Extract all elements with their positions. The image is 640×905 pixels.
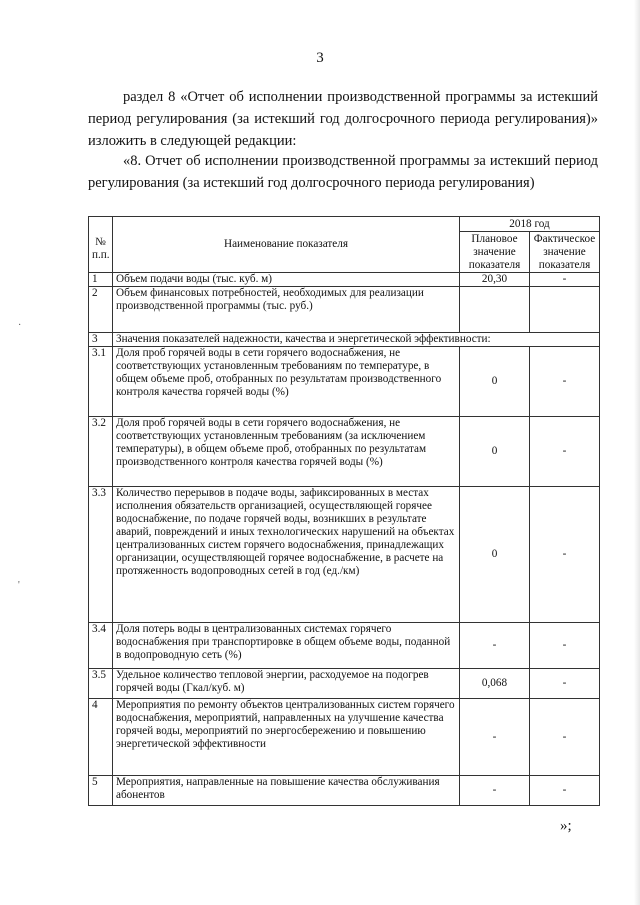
intro-paragraph: раздел 8 «Отчет об исполнении производственной программы за истекший период регулирования (за истекший год долгосрочного периода регулирования)» изложить в следующей редакции: [88,89,598,149]
row-fact-value: - [529,776,599,806]
production-program-report-table [88,216,600,806]
header-year: 2018 год [459,217,599,232]
row-indicator-name: Мероприятия, направленные на повышение качества обслуживания абонентов [113,776,460,806]
row-plan-value: 0,068 [459,669,529,699]
row-indicator-name: Количество перерывов в подаче воды, зафиксированных в местах исполнения обязательств организацией, осуществляющей горячее водоснабжение, по подаче горячей воды, возникших в результате аварий, повреждений и иных технологических нарушений на объектах централизованных систем горячего водоснабжения, принадлежащих организации, осуществляющей горячее водоснабжение, в расчете на протяженность водопроводных сетей в год (ед./км) [113,487,460,623]
row-fact-value: - [529,347,599,417]
row-number: 4 [89,699,113,776]
row-indicator-name: Удельное количество тепловой энергии, расходуемое на подогрев горячей воды (Гкал/куб. м) [113,669,460,699]
row-fact-value: - [529,273,599,287]
row-fact-value: - [529,623,599,669]
table-row [89,417,600,487]
closing-quote: »; [560,818,572,834]
header-fact: Фактическое значение показателя [529,232,599,273]
table-row [89,287,600,333]
row-indicator-name: Объем финансовых потребностей, необходимых для реализации производственной программы (тыс. руб.) [113,287,460,333]
header-plan: Плановое значение показателя [459,232,529,273]
row-indicator-name: Значения показателей надежности, качества и энергетической эффективности: [113,333,600,347]
row-number: 2 [89,287,113,333]
table-row [89,273,600,287]
row-number: 3.4 [89,623,113,669]
row-number: 3.3 [89,487,113,623]
row-indicator-name: Доля проб горячей воды в сети горячего водоснабжения, не соответствующих установленным требованиям по температуре, в общем объеме проб, отобранных по результатам производственного контроля качества горячей воды (%) [113,347,460,417]
table-row [89,333,600,347]
row-fact-value: - [529,487,599,623]
table-header-row [89,217,600,232]
row-indicator-name: Мероприятия по ремонту объектов централизованных систем горячего водоснабжения, мероприятий, направленных на улучшение качества горячей воды, мероприятий по энергосбережению и повышению энергетической эффективности [113,699,460,776]
table-row [89,699,600,776]
table-row [89,623,600,669]
row-plan-value: - [459,699,529,776]
row-indicator-name: Объем подачи воды (тыс. куб. м) [113,273,460,287]
margin-tick: · [18,320,22,331]
row-plan-value: - [459,623,529,669]
row-plan-value: - [459,776,529,806]
table-body [89,273,600,806]
row-plan-value: 20,30 [459,273,529,287]
row-number: 3 [89,333,113,347]
table-row [89,347,600,417]
row-indicator-name: Доля проб горячей воды в сети горячего водоснабжения, не соответствующих установленным требованиям (за исключением температуры), в общем объеме проб, отобранных по результатам производственного контроля качества горячей воды (%) [113,417,460,487]
row-fact-value: - [529,417,599,487]
row-number: 3.1 [89,347,113,417]
header-num: № п.п. [89,217,113,273]
row-plan-value: 0 [459,347,529,417]
margin-tick: ' [18,580,20,591]
row-plan-value [459,287,529,333]
row-number: 1 [89,273,113,287]
section-heading-paragraph: «8. Отчет об исполнении производственной программы за истекший период регулирования (за истекший год долгосрочного периода регулирования) [88,153,598,191]
row-indicator-name: Доля потерь воды в централизованных системах горячего водоснабжения при транспортировке в общем объеме воды, поданной в водопроводную сеть (%) [113,623,460,669]
page-edge-shadow [634,0,640,905]
row-plan-value: 0 [459,417,529,487]
row-fact-value [529,287,599,333]
table-row [89,776,600,806]
table-row [89,669,600,699]
header-name: Наименование показателя [113,217,460,273]
row-fact-value: - [529,669,599,699]
row-plan-value: 0 [459,487,529,623]
row-number: 3.5 [89,669,113,699]
row-number: 5 [89,776,113,806]
row-number: 3.2 [89,417,113,487]
table-row [89,487,600,623]
page-number: 3 [316,50,324,66]
row-fact-value: - [529,699,599,776]
